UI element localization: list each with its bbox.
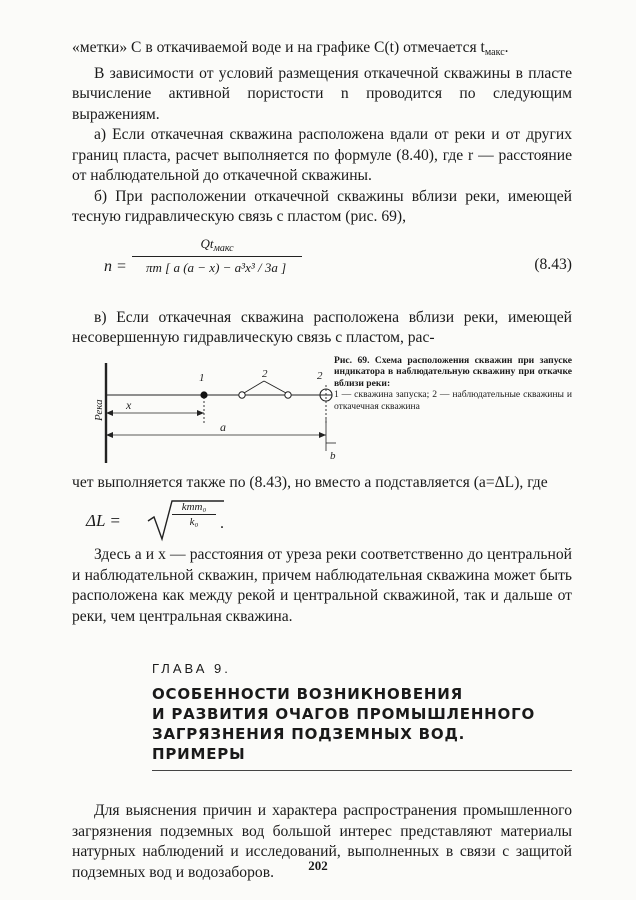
delta-l-fraction xyxy=(172,501,216,528)
paragraph-1: «метки» C в откачиваемой воде и на графике C(t) отмечается $t_{макс}$. xyxy=(72,39,509,58)
a-label: a xyxy=(220,419,226,434)
chapter-title: ОСОБЕННОСТИ ВОЗНИКНОВЕНИЯ И РАЗВИТИЯ ОЧАГОВ ПРОМЫШЛЕННОГО ЗАГРЯЗНЕНИЯ ПОДЗЕМНЫХ ВОД. ПРИМЕРЫ xyxy=(152,685,535,763)
paragraph-2: В зависимости от условий размещения откачечной скважины в пласте вычисление активной пористости n проводится по следующим выражениям. xyxy=(72,64,572,123)
tmax-subscript: макс xyxy=(484,47,505,58)
formula-fraction xyxy=(132,236,302,276)
b-label: b xyxy=(330,449,336,462)
equation-number: (8.43) xyxy=(534,255,572,273)
formula-denominator: πm [ a (a − x) − a³x³ / 3a ] xyxy=(146,259,287,275)
caption-body: 1 — скважина запуска; 2 — наблюдательные скважины и откачечная скважина xyxy=(334,389,572,412)
well-number-1: 1 xyxy=(199,371,205,384)
paragraph-3: а) Если откачечная скважина расположена вдали от реки и от других границ пласта, расчет выполняется по формуле (8.40), где r — расстояние от наблюдательной до откачечной скважины. xyxy=(72,126,572,184)
figure-69 xyxy=(72,355,572,473)
paragraph-6: чет выполняется также по (8.43), но вместо a подставляется (a=ΔL), где xyxy=(72,473,548,491)
well-number-2b: 2 xyxy=(317,369,323,382)
chapter-heading xyxy=(72,661,572,771)
paragraph-5: в) Если откачечная скважина расположена вблизи реки, имеющей несовершенную гидравлическую связь с пластом, рас- xyxy=(72,308,572,346)
well-number-2: 2 xyxy=(262,367,268,380)
formula-numerator: $Qt_{макс}$ xyxy=(200,235,234,254)
page-body xyxy=(72,38,572,883)
delta-l-numerator: kmm₀ xyxy=(181,501,207,513)
formula-delta-l: ΔL = kmm₀ k₀ . xyxy=(72,497,572,545)
formula-8-43 xyxy=(72,230,572,308)
paragraph-8: Для выяснения причин и характера распространения промышленного загрязнения подземных вод большой интерес представляют материалы натурных наблюдений и исследований, выполненных в связи с защитой подземных вод и водозаборов. xyxy=(72,802,572,881)
river-label: Река xyxy=(93,398,105,421)
x-label: x xyxy=(126,397,132,412)
well-scheme-diagram xyxy=(92,359,336,469)
formula-lhs: n = xyxy=(104,257,127,275)
paragraph-4: б) При расположении откачечной скважины вблизи реки, имеющей тесную гидравлическую связь с пластом (рис. 69), xyxy=(72,187,572,225)
delta-l-lhs: ΔL = xyxy=(86,511,121,530)
caption-title: Рис. 69. Схема расположения скважин при запуске индикатора в наблюдательную скважину при откачке вблизи реки: xyxy=(334,354,572,389)
page-number: 202 xyxy=(308,858,328,873)
delta-l-denominator: k₀ xyxy=(189,516,199,528)
chapter-label: ГЛАВА 9. xyxy=(152,661,231,676)
figure-caption xyxy=(334,355,572,413)
paragraph-7: Здесь a и x — расстояния от уреза реки соответственно до центральной и наблюдательной скважин, причем наблюдательная скважина может быть расположена как между рекой и центральной скважиной, так и дальше от реки, чем центральная скважина. xyxy=(72,546,572,625)
chapter-rule xyxy=(152,770,572,771)
